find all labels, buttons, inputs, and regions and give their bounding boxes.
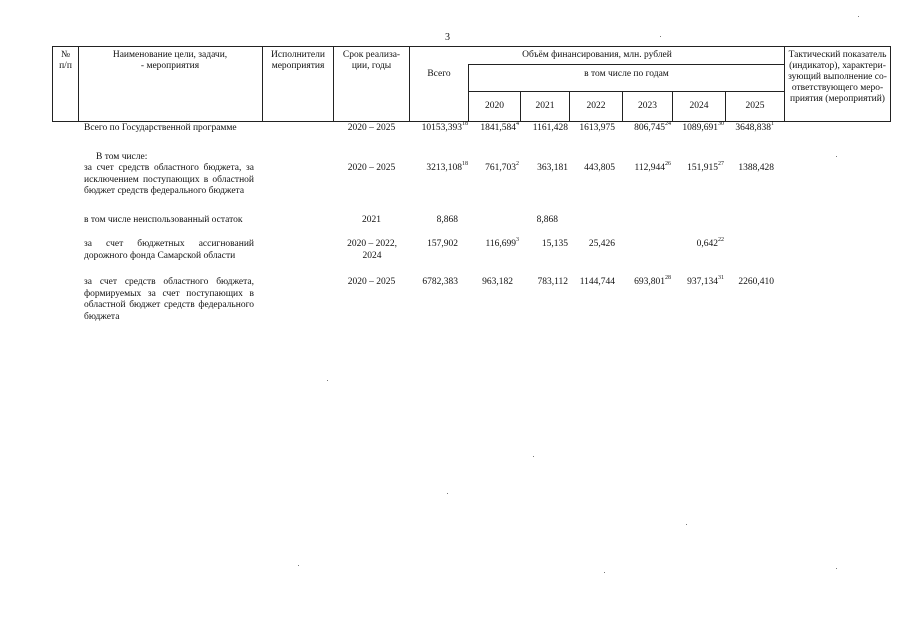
row-2020: 116,699$^3$	[485, 237, 519, 249]
row-period: 2020 – 2025	[347, 277, 396, 287]
row-2022: 1613,975	[579, 123, 615, 133]
header-year-2023: 2023	[638, 101, 657, 111]
row-name: Всего по Государственной программе	[84, 123, 237, 133]
row-total: 8,868	[436, 215, 458, 225]
scan-speck	[604, 572, 605, 573]
row-name: за счет средств областного бюджета, формируемых за счет поступающих в областной бюджет средств федерального бюджета	[84, 277, 254, 322]
scan-speck	[327, 380, 328, 381]
scan-speck	[858, 16, 859, 17]
row-2021: 783,112	[537, 277, 568, 287]
row-name-subheading: В том числе:	[96, 152, 148, 162]
row-total: 157,902	[427, 239, 458, 249]
header-name: Наименование цели, задачи, - мероприятия	[112, 50, 228, 71]
page-number: 3	[445, 32, 450, 43]
row-total: 6782,383	[422, 277, 458, 287]
row-2024: 151,915$^{27}$	[687, 161, 724, 173]
header-period: Срок реализа- ции, годы	[342, 50, 401, 71]
row-2023: 693,801$^{28}$	[634, 275, 671, 287]
row-name: за счет бюджетных ассигнований дорожного фонда Самарской области	[84, 239, 254, 261]
row-period: 2020 – 2025	[347, 163, 396, 173]
scan-speck	[447, 493, 448, 494]
row-2021: 1161,428	[532, 123, 568, 133]
header-year-2021: 2021	[535, 101, 555, 111]
scan-speck	[533, 456, 534, 457]
row-total: 3213,108$^{18}$	[426, 161, 468, 173]
row-2022: 443,805	[584, 163, 615, 173]
row-2021: 8,868	[536, 215, 558, 225]
row-2020: 963,182	[482, 277, 513, 287]
scan-speck	[836, 568, 837, 569]
scan-speck	[836, 156, 837, 157]
scan-speck	[660, 36, 661, 37]
header-total: Всего	[427, 69, 451, 79]
row-period: 2020 – 2025	[347, 123, 396, 133]
row-2025: 1388,428	[738, 163, 774, 173]
header-year-2022: 2022	[586, 101, 606, 111]
row-2024: 937,134$^{31}$	[687, 275, 724, 287]
row-2021: 363,181	[537, 163, 568, 173]
header-year-2024: 2024	[689, 101, 709, 111]
row-2022: 25,426	[588, 239, 615, 249]
row-2024: 1089,691$^{30}$	[682, 121, 724, 133]
header-num: № п/п	[59, 50, 72, 71]
row-2025: 3648,838$^1$	[735, 121, 774, 133]
header-indicator: Тактический показатель (индикатор), характери-зующий выполнение со-ответствующего меро-приятия (мероприятий)	[788, 50, 887, 104]
scan-speck	[298, 565, 299, 566]
header-financing: Объём финансирования, млн. рублей	[522, 50, 672, 60]
header-year-2020: 2020	[485, 101, 504, 111]
row-2022: 1144,744	[579, 277, 615, 287]
row-total: 10153,393$^{18}$	[421, 121, 468, 133]
row-name: в том числе неиспользованный остаток	[84, 215, 243, 225]
header-executors: Исполнители мероприятия	[271, 50, 325, 71]
scan-speck	[686, 524, 687, 525]
row-2021: 15,135	[541, 239, 568, 249]
row-2020: 761,703$^2$	[485, 161, 519, 173]
row-2020: 1841,584$^4$	[480, 121, 519, 133]
row-2023: 806,745$^{24}$	[634, 121, 671, 133]
header-year-2025: 2025	[745, 101, 765, 111]
header-by-years: в том числе по годам	[584, 69, 669, 79]
row-2025: 2260,410	[738, 277, 774, 287]
row-period: 2020 – 2022, 2024	[347, 239, 397, 261]
row-2023: 112,944$^{26}$	[634, 161, 671, 173]
row-name: за счет средств областного бюджета, за исключением поступающих в областной бюджет средств федерального бюджета	[84, 163, 254, 196]
row-period: 2021	[362, 215, 381, 225]
row-2024: 0,642$^{22}$	[696, 237, 724, 249]
